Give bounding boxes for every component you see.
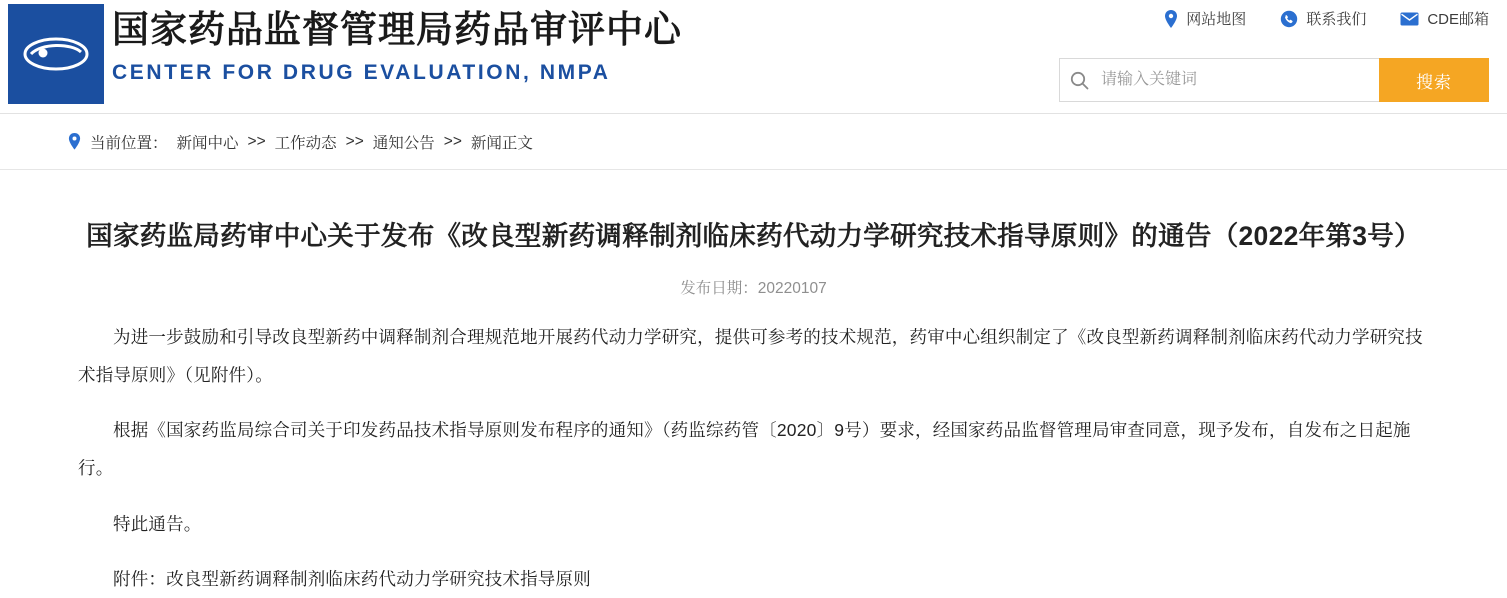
top-link-label: 网站地图 xyxy=(1186,8,1246,29)
breadcrumb-item-announcements[interactable]: 通知公告 xyxy=(373,131,435,153)
search-input[interactable] xyxy=(1099,70,1369,90)
article-attachment-line: 附件：改良型新药调释制剂临床药代动力学研究技术指导原则 xyxy=(78,560,1429,598)
breadcrumb-separator: >> xyxy=(248,133,266,151)
breadcrumb-item-article[interactable]: 新闻正文 xyxy=(471,131,533,153)
site-title-en: CENTER FOR DRUG EVALUATION, NMPA xyxy=(112,56,682,90)
breadcrumb xyxy=(68,131,533,153)
top-link-label: 联系我们 xyxy=(1306,8,1366,29)
top-link-sitemap[interactable] xyxy=(1164,8,1246,29)
article-body xyxy=(78,318,1429,598)
top-link-mail[interactable] xyxy=(1400,8,1489,29)
breadcrumb-item-news-center[interactable]: 新闻中心 xyxy=(177,131,239,153)
site-logo[interactable] xyxy=(8,4,104,104)
search-bar xyxy=(1059,58,1489,102)
article-content xyxy=(0,170,1507,598)
breadcrumb-item-work-updates[interactable]: 工作动态 xyxy=(275,131,337,153)
publish-date-label: 发布日期： xyxy=(680,280,758,297)
search-button[interactable]: 搜索 xyxy=(1379,58,1489,102)
top-link-contact[interactable] xyxy=(1280,8,1366,29)
phone-icon xyxy=(1280,10,1298,28)
search-box[interactable] xyxy=(1059,58,1379,102)
article-paragraph: 为进一步鼓励和引导改良型新药中调释制剂合理规范地开展药代动力学研究，提供可参考的技术规范，药审中心组织制定了《改良型新药调释制剂临床药代动力学研究技术指导原则》（见附件）。 xyxy=(78,318,1429,394)
breadcrumb-prefix: 当前位置： xyxy=(90,131,168,153)
top-utility-links xyxy=(1164,8,1489,29)
breadcrumb-separator: >> xyxy=(444,133,462,151)
publish-date xyxy=(78,276,1429,298)
location-pin-icon xyxy=(1164,10,1178,28)
cde-emblem-icon xyxy=(21,32,91,76)
article-paragraph: 特此通告。 xyxy=(78,505,1429,543)
site-title-cn: 国家药品监督管理局药品审评中心 xyxy=(112,6,682,54)
site-title-block xyxy=(112,6,682,90)
site-header xyxy=(0,0,1507,114)
breadcrumb-separator: >> xyxy=(346,133,364,151)
top-link-label: CDE邮箱 xyxy=(1427,8,1489,29)
breadcrumb-bar xyxy=(0,114,1507,170)
mail-icon xyxy=(1400,12,1419,26)
location-pin-icon xyxy=(68,133,81,150)
article-paragraph: 根据《国家药监局综合司关于印发药品技术指导原则发布程序的通知》（药监综药管〔2020〕9号）要求，经国家药品监督管理局审查同意，现予发布，自发布之日起施行。 xyxy=(78,411,1429,487)
publish-date-value: 20220107 xyxy=(758,280,827,297)
page-title: 国家药监局药审中心关于发布《改良型新药调释制剂临床药代动力学研究技术指导原则》的通告（2022年第3号） xyxy=(78,214,1429,258)
search-icon xyxy=(1070,71,1089,90)
